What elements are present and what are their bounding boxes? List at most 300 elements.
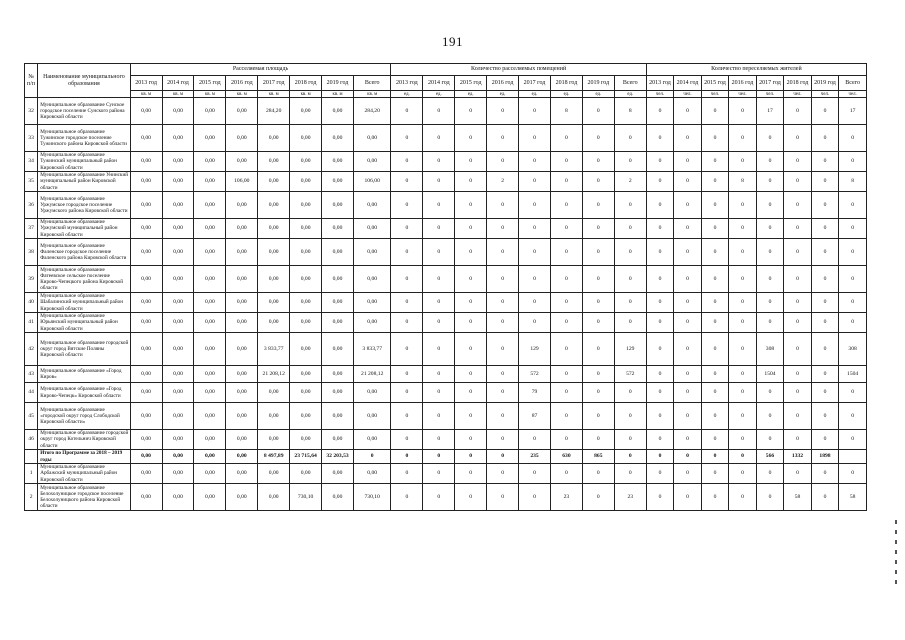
page-number: 191: [442, 34, 463, 49]
table-row: [25, 403, 867, 430]
cell-rooms-5: 630: [550, 450, 582, 464]
cell-area-2: 0,00: [194, 430, 226, 450]
cell-rooms-5: 0: [550, 239, 582, 266]
cell-area-4: 0,00: [258, 219, 290, 239]
cell-area-0: 0,00: [130, 403, 162, 430]
cell-people-6: 0: [811, 125, 839, 152]
cell-people-7: 0: [839, 239, 867, 266]
cell-area-3: 0,00: [226, 313, 258, 333]
cell-rooms-7: 572: [614, 366, 646, 383]
cell-rooms-4: 0: [519, 152, 551, 172]
cell-people-4: 0: [756, 152, 784, 172]
cell-rooms-1: 0: [423, 192, 455, 219]
cell-rooms-0: 0: [391, 125, 423, 152]
cell-rooms-2: 0: [455, 366, 487, 383]
cell-rooms-3: 0: [487, 192, 519, 219]
cell-people-7: 308: [839, 333, 867, 366]
row-municipality-name: Муниципальное образование Шабалинский муниципальный район Кировской области: [38, 293, 130, 313]
cell-people-3: 0: [729, 430, 757, 450]
cell-rooms-1: 0: [423, 450, 455, 464]
cell-area-7: 0,00: [353, 266, 390, 293]
header-unit-rooms-2: ед.: [455, 91, 487, 98]
cell-area-6: 0,00: [322, 464, 354, 484]
cell-area-4: 0,00: [258, 239, 290, 266]
cell-people-7: 8: [839, 172, 867, 192]
cell-people-4: 0: [756, 383, 784, 403]
cell-area-6: 0,00: [322, 98, 354, 125]
cell-rooms-2: 0: [455, 98, 487, 125]
cell-people-0: 0: [646, 266, 674, 293]
row-municipality-name: Муниципальное образование Сунское городское поселение Сунского района Кировской области: [38, 98, 130, 125]
cell-area-6: 0,00: [322, 383, 354, 403]
row-number: 37: [25, 219, 38, 239]
cell-people-3: 0: [729, 293, 757, 313]
cell-people-7: 0: [839, 219, 867, 239]
cell-rooms-5: 8: [550, 98, 582, 125]
cell-people-4: 0: [756, 430, 784, 450]
cell-rooms-4: 0: [519, 464, 551, 484]
cell-area-4: 0,00: [258, 484, 290, 511]
header-year-area-7: Всего: [353, 76, 390, 91]
cell-people-7: 0: [839, 192, 867, 219]
header-year-area-6: 2019 год: [322, 76, 354, 91]
cell-people-7: 0: [839, 125, 867, 152]
cell-people-6: 0: [811, 172, 839, 192]
cell-rooms-6: 0: [582, 98, 614, 125]
cell-rooms-0: 0: [391, 403, 423, 430]
cell-rooms-7: 2: [614, 172, 646, 192]
cell-people-6: 0: [811, 383, 839, 403]
cell-people-4: 0: [756, 192, 784, 219]
cell-area-1: 0,00: [162, 313, 194, 333]
cell-people-6: 0: [811, 293, 839, 313]
header-group-rooms: Количество расселяемых помещений: [391, 64, 646, 76]
cell-people-2: 0: [701, 464, 729, 484]
header-year-people-1: 2014 год: [674, 76, 702, 91]
cell-area-5: 23 715,64: [290, 450, 322, 464]
cell-area-0: 0,00: [130, 366, 162, 383]
table-row: [25, 430, 867, 450]
cell-rooms-5: 0: [550, 152, 582, 172]
cell-rooms-3: 0: [487, 464, 519, 484]
header-unit-people-6: чел.: [811, 91, 839, 98]
cell-people-3: 0: [729, 383, 757, 403]
cell-area-6: 0,00: [322, 366, 354, 383]
table-row: [25, 450, 867, 464]
cell-area-0: 0,00: [130, 464, 162, 484]
cell-rooms-4: 87: [519, 403, 551, 430]
cell-rooms-3: 0: [487, 333, 519, 366]
cell-area-7: 0,00: [353, 430, 390, 450]
table-row: [25, 219, 867, 239]
cell-area-0: 0,00: [130, 383, 162, 403]
cell-area-5: 0,00: [290, 239, 322, 266]
cell-rooms-2: 0: [455, 293, 487, 313]
row-number: 42: [25, 333, 38, 366]
cell-area-3: 0,00: [226, 333, 258, 366]
header-unit-area-6: кв. м: [322, 91, 354, 98]
cell-people-1: 0: [674, 464, 702, 484]
cell-rooms-7: 0: [614, 266, 646, 293]
cell-area-3: 106,00: [226, 172, 258, 192]
cell-area-5: 0,00: [290, 219, 322, 239]
cell-area-0: 0,00: [130, 98, 162, 125]
cell-rooms-2: 0: [455, 313, 487, 333]
cell-rooms-1: 0: [423, 152, 455, 172]
cell-people-0: 0: [646, 239, 674, 266]
cell-area-2: 0,00: [194, 192, 226, 219]
cell-rooms-1: 0: [423, 430, 455, 450]
cell-rooms-1: 0: [423, 98, 455, 125]
cell-rooms-1: 0: [423, 239, 455, 266]
cell-people-5: 58: [784, 484, 812, 511]
header-year-people-6: 2019 год: [811, 76, 839, 91]
cell-area-5: 0,00: [290, 152, 322, 172]
cell-people-3: 0: [729, 98, 757, 125]
cell-area-1: 0,00: [162, 293, 194, 313]
cell-rooms-1: 0: [423, 366, 455, 383]
cell-rooms-3: 0: [487, 293, 519, 313]
cell-people-3: 0: [729, 450, 757, 464]
cell-people-2: 0: [701, 293, 729, 313]
cell-area-4: 3 833,77: [258, 333, 290, 366]
cell-rooms-5: 23: [550, 484, 582, 511]
cell-people-6: 0: [811, 219, 839, 239]
table-row: [25, 293, 867, 313]
cell-rooms-2: 0: [455, 239, 487, 266]
cell-rooms-4: 0: [519, 484, 551, 511]
cell-rooms-7: 23: [614, 484, 646, 511]
cell-area-2: 0,00: [194, 239, 226, 266]
header-unit-area-1: кв. м: [162, 91, 194, 98]
cell-people-5: 0: [784, 152, 812, 172]
cell-area-4: 0,00: [258, 313, 290, 333]
cell-area-1: 0,00: [162, 430, 194, 450]
header-unit-people-7: чел.: [839, 91, 867, 98]
table-row: [25, 313, 867, 333]
cell-people-5: 0: [784, 430, 812, 450]
cell-people-1: 0: [674, 266, 702, 293]
cell-people-4: 0: [756, 239, 784, 266]
row-municipality-name: Муниципальное образование Арбажский муниципальный район Кировской области: [38, 464, 130, 484]
cell-area-6: 0,00: [322, 403, 354, 430]
cell-people-2: 0: [701, 430, 729, 450]
cell-area-0: 0,00: [130, 430, 162, 450]
cell-area-5: 0,00: [290, 192, 322, 219]
cell-area-5: 0,00: [290, 125, 322, 152]
header-year-people-2: 2015 год: [701, 76, 729, 91]
header-group-area: Расселяемая площадь: [130, 64, 391, 76]
header-unit-rooms-1: ед.: [423, 91, 455, 98]
table-row: [25, 484, 867, 511]
cell-people-3: 0: [729, 333, 757, 366]
cell-area-1: 0,00: [162, 125, 194, 152]
header-unit-area-0: кв. м: [130, 91, 162, 98]
cell-people-1: 0: [674, 219, 702, 239]
cell-rooms-3: 2: [487, 172, 519, 192]
cell-area-2: 0,00: [194, 152, 226, 172]
cell-rooms-3: 0: [487, 403, 519, 430]
cell-people-4: 1504: [756, 366, 784, 383]
cell-people-5: 0: [784, 239, 812, 266]
cell-people-2: 0: [701, 172, 729, 192]
cell-people-3: 8: [729, 172, 757, 192]
cell-rooms-1: 0: [423, 383, 455, 403]
cell-area-1: 0,00: [162, 239, 194, 266]
cell-area-7: 0,00: [353, 383, 390, 403]
header-year-area-0: 2013 год: [130, 76, 162, 91]
cell-people-0: 0: [646, 125, 674, 152]
header-group-residents: Количество переселяемых жителей: [646, 64, 866, 76]
header-year-people-4: 2017 год: [756, 76, 784, 91]
cell-people-3: 0: [729, 403, 757, 430]
cell-area-5: 0,00: [290, 293, 322, 313]
cell-rooms-0: 0: [391, 484, 423, 511]
cell-rooms-4: 0: [519, 192, 551, 219]
cell-area-2: 0,00: [194, 266, 226, 293]
cell-rooms-2: 0: [455, 333, 487, 366]
cell-rooms-5: 0: [550, 266, 582, 293]
cell-area-5: 0,00: [290, 366, 322, 383]
cell-area-6: 0,00: [322, 125, 354, 152]
cell-people-0: 0: [646, 219, 674, 239]
cell-area-2: 0,00: [194, 383, 226, 403]
row-number: 46: [25, 430, 38, 450]
cell-rooms-7: 0: [614, 403, 646, 430]
cell-area-1: 0,00: [162, 152, 194, 172]
cell-people-3: 0: [729, 192, 757, 219]
cell-people-5: 1332: [784, 450, 812, 464]
row-number: 32: [25, 98, 38, 125]
cell-rooms-6: 0: [582, 239, 614, 266]
cell-people-1: 0: [674, 430, 702, 450]
header-unit-people-0: чел.: [646, 91, 674, 98]
cell-area-7: 0,00: [353, 313, 390, 333]
cell-rooms-6: 0: [582, 366, 614, 383]
cell-area-3: 0,00: [226, 192, 258, 219]
cell-area-7: 0,00: [353, 239, 390, 266]
header-unit-area-4: кв. м: [258, 91, 290, 98]
cell-area-1: 0,00: [162, 383, 194, 403]
cell-rooms-5: 0: [550, 293, 582, 313]
cell-people-0: 0: [646, 430, 674, 450]
row-municipality-name: Муниципальное образование «Город Киров»: [38, 366, 130, 383]
cell-rooms-6: 0: [582, 192, 614, 219]
header-year-rooms-6: 2019 год: [582, 76, 614, 91]
cell-people-1: 0: [674, 125, 702, 152]
cell-area-3: 0,00: [226, 266, 258, 293]
row-municipality-name: Итого по Программе за 2018 – 2019 годы: [38, 450, 130, 464]
cell-people-4: 0: [756, 464, 784, 484]
cell-people-6: 0: [811, 98, 839, 125]
cell-area-4: 0,00: [258, 383, 290, 403]
cell-rooms-4: 79: [519, 383, 551, 403]
cell-people-5: 0: [784, 125, 812, 152]
cell-people-7: 17: [839, 98, 867, 125]
cell-people-3: 0: [729, 266, 757, 293]
cell-rooms-0: 0: [391, 192, 423, 219]
cell-rooms-4: 235: [519, 450, 551, 464]
cell-people-0: 0: [646, 313, 674, 333]
cell-area-5: 0,00: [290, 313, 322, 333]
cell-area-7: 106,00: [353, 172, 390, 192]
table-row: [25, 366, 867, 383]
header-unit-rooms-7: ед.: [614, 91, 646, 98]
resettlement-table: [24, 63, 867, 511]
cell-rooms-5: 0: [550, 333, 582, 366]
cell-area-4: 0,00: [258, 152, 290, 172]
row-municipality-name: Муниципальное образование Фатеевское сельское поселение Кирово-Чепецкого района Кировской области: [38, 266, 130, 293]
cell-area-7: 0,00: [353, 403, 390, 430]
row-municipality-name: Муниципальное образование «городской округ город Слободской Кировской области»: [38, 403, 130, 430]
header-unit-area-7: кв. м: [353, 91, 390, 98]
row-municipality-name: Муниципальное образование Унинский муниципальный район Кировской области: [38, 172, 130, 192]
cell-rooms-0: 0: [391, 172, 423, 192]
cell-area-4: 0,00: [258, 293, 290, 313]
cell-rooms-5: 0: [550, 192, 582, 219]
scan-margin-marks: [895, 520, 897, 620]
cell-area-0: 0,00: [130, 484, 162, 511]
cell-people-0: 0: [646, 464, 674, 484]
row-number: 40: [25, 293, 38, 313]
header-year-area-2: 2015 год: [194, 76, 226, 91]
cell-area-6: 0,00: [322, 266, 354, 293]
cell-rooms-0: 0: [391, 333, 423, 366]
cell-area-2: 0,00: [194, 98, 226, 125]
cell-people-7: 0: [839, 313, 867, 333]
cell-rooms-7: 0: [614, 450, 646, 464]
cell-people-6: 0: [811, 484, 839, 511]
cell-rooms-6: 0: [582, 313, 614, 333]
cell-people-0: 0: [646, 333, 674, 366]
cell-area-6: 0,00: [322, 239, 354, 266]
cell-people-3: 0: [729, 152, 757, 172]
cell-people-6: 1898: [811, 450, 839, 464]
row-municipality-name: Муниципальное образование Уржумское городское поселение Уржумского района Кировской области: [38, 192, 130, 219]
cell-people-5: 0: [784, 313, 812, 333]
cell-rooms-6: 0: [582, 172, 614, 192]
row-number: 2: [25, 484, 38, 511]
cell-people-6: 0: [811, 152, 839, 172]
cell-people-4: 0: [756, 266, 784, 293]
cell-rooms-7: 0: [614, 219, 646, 239]
row-number: 1: [25, 464, 38, 484]
cell-area-2: 0,00: [194, 333, 226, 366]
cell-area-4: 8 497,89: [258, 450, 290, 464]
cell-rooms-4: 0: [519, 125, 551, 152]
cell-rooms-5: 0: [550, 219, 582, 239]
cell-area-6: 0,00: [322, 430, 354, 450]
cell-people-0: 0: [646, 293, 674, 313]
cell-people-4: 17: [756, 98, 784, 125]
cell-rooms-0: 0: [391, 293, 423, 313]
cell-area-3: 0,00: [226, 219, 258, 239]
cell-rooms-3: 0: [487, 98, 519, 125]
row-municipality-name: Муниципальное образование Уржумский муниципальный район Кировской области: [38, 219, 130, 239]
cell-people-5: 0: [784, 172, 812, 192]
header-unit-rooms-6: ед.: [582, 91, 614, 98]
cell-people-1: 0: [674, 403, 702, 430]
cell-area-1: 0,00: [162, 464, 194, 484]
cell-area-1: 0,00: [162, 266, 194, 293]
cell-people-2: 0: [701, 192, 729, 219]
cell-people-7: 0: [839, 383, 867, 403]
cell-area-2: 0,00: [194, 172, 226, 192]
cell-area-6: 0,00: [322, 172, 354, 192]
cell-area-4: 0,00: [258, 125, 290, 152]
table-row: [25, 333, 867, 366]
header-unit-people-4: чел.: [756, 91, 784, 98]
cell-people-6: 0: [811, 366, 839, 383]
cell-people-5: 0: [784, 192, 812, 219]
header-year-rooms-7: Всего: [614, 76, 646, 91]
cell-rooms-7: 0: [614, 293, 646, 313]
cell-area-2: 0,00: [194, 484, 226, 511]
cell-people-5: 0: [784, 266, 812, 293]
cell-area-5: 0,00: [290, 172, 322, 192]
cell-rooms-5: 0: [550, 403, 582, 430]
cell-area-1: 0,00: [162, 192, 194, 219]
row-municipality-name: Муниципальное образование Тужинский муниципальный район Кировской области: [38, 152, 130, 172]
cell-area-7: 284,20: [353, 98, 390, 125]
cell-area-1: 0,00: [162, 484, 194, 511]
cell-area-2: 0,00: [194, 450, 226, 464]
cell-rooms-2: 0: [455, 484, 487, 511]
cell-area-6: 0,00: [322, 484, 354, 511]
cell-rooms-0: 0: [391, 313, 423, 333]
cell-rooms-2: 0: [455, 266, 487, 293]
cell-area-3: 0,00: [226, 293, 258, 313]
cell-area-4: 0,00: [258, 403, 290, 430]
cell-people-1: 0: [674, 172, 702, 192]
cell-area-6: 0,00: [322, 293, 354, 313]
row-municipality-name: Муниципальное образование Белохолуницкое городское поселение Белохолуницкого района Кировской области: [38, 484, 130, 511]
cell-people-0: 0: [646, 383, 674, 403]
cell-rooms-7: 0: [614, 464, 646, 484]
cell-rooms-5: 0: [550, 172, 582, 192]
cell-rooms-0: 0: [391, 98, 423, 125]
cell-people-2: 0: [701, 383, 729, 403]
cell-area-2: 0,00: [194, 366, 226, 383]
cell-area-7: 0,00: [353, 293, 390, 313]
cell-rooms-2: 0: [455, 450, 487, 464]
cell-rooms-6: 0: [582, 484, 614, 511]
cell-rooms-5: 0: [550, 430, 582, 450]
cell-people-2: 0: [701, 450, 729, 464]
cell-rooms-3: 0: [487, 366, 519, 383]
cell-people-1: 0: [674, 366, 702, 383]
cell-rooms-0: 0: [391, 219, 423, 239]
cell-people-6: 0: [811, 266, 839, 293]
cell-area-1: 0,00: [162, 450, 194, 464]
cell-people-6: 0: [811, 192, 839, 219]
header-unit-people-5: чел.: [784, 91, 812, 98]
cell-area-0: 0,00: [130, 152, 162, 172]
cell-people-7: 0: [839, 464, 867, 484]
cell-rooms-1: 0: [423, 219, 455, 239]
header-year-area-4: 2017 год: [258, 76, 290, 91]
cell-people-0: 0: [646, 192, 674, 219]
cell-area-3: 0,00: [226, 450, 258, 464]
cell-people-4: 0: [756, 125, 784, 152]
header-year-people-0: 2013 год: [646, 76, 674, 91]
cell-rooms-4: 0: [519, 219, 551, 239]
cell-area-2: 0,00: [194, 313, 226, 333]
cell-people-7: 0: [839, 293, 867, 313]
header-year-area-3: 2016 год: [226, 76, 258, 91]
cell-rooms-5: 0: [550, 125, 582, 152]
cell-area-5: 0,00: [290, 403, 322, 430]
